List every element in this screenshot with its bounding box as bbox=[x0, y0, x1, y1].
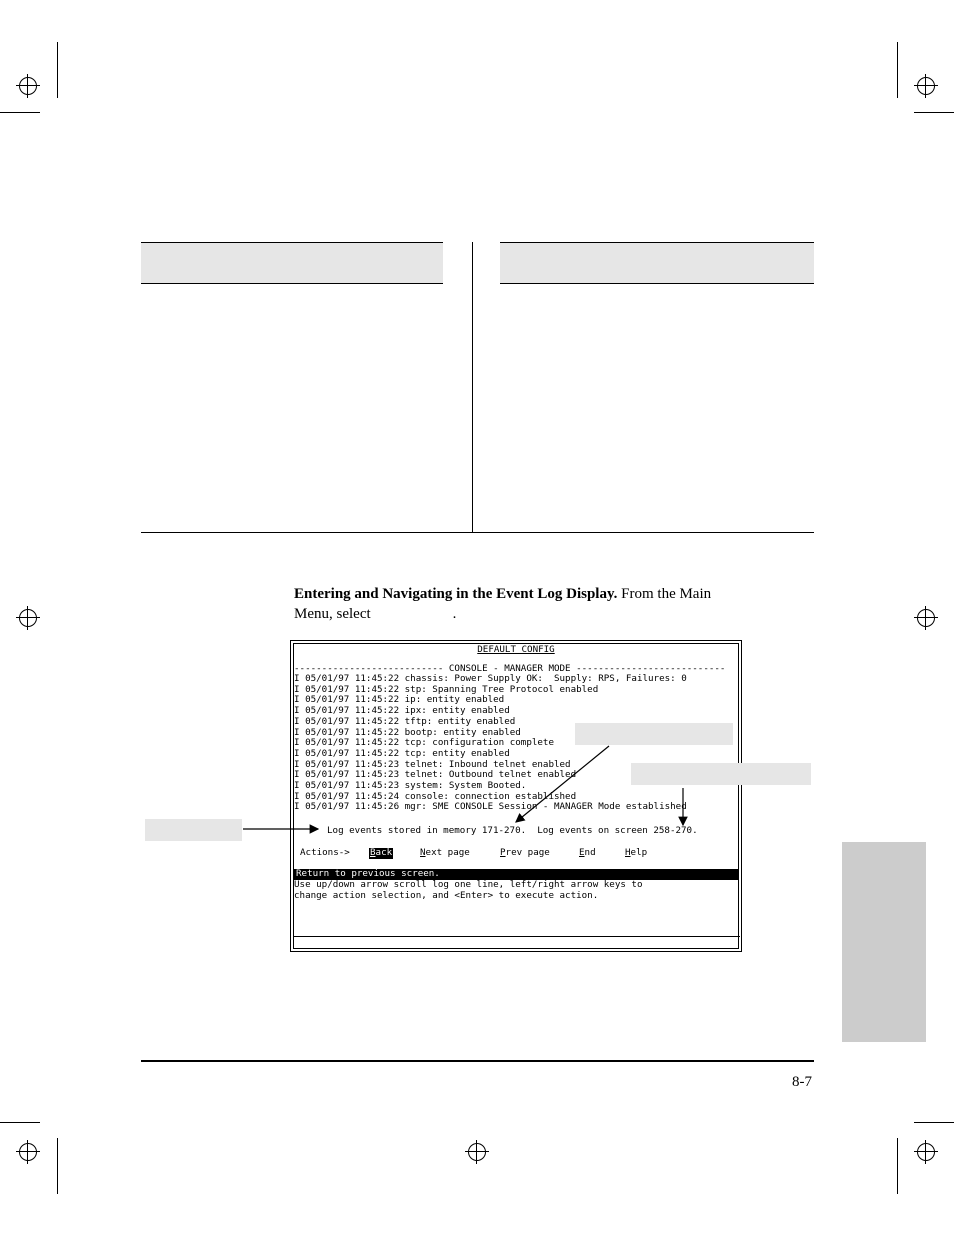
chapter-side-tab bbox=[842, 842, 926, 1042]
help-bar: Return to previous screen. bbox=[294, 869, 738, 880]
line2-prefix: Menu, select bbox=[294, 606, 371, 622]
action-label-rest: nd bbox=[584, 847, 596, 858]
log-entry: I 05/01/97 11:45:22 tcp: configuration complete bbox=[294, 737, 554, 749]
log-entry: I 05/01/97 11:45:24 console: connection established bbox=[294, 790, 577, 802]
heading-rest: From the Main bbox=[617, 586, 712, 602]
actions-label: Actions-> bbox=[300, 847, 350, 858]
action-hotkey: B bbox=[370, 847, 376, 858]
log-entry: I 05/01/97 11:45:22 bootp: entity enabled bbox=[294, 726, 521, 738]
heading-bold: Entering and Navigating in the Event Log Display. bbox=[294, 586, 618, 602]
action-hotkey: E bbox=[579, 847, 585, 858]
line2-suffix: . bbox=[452, 606, 457, 622]
log-entry: I 05/01/97 11:45:22 chassis: Power Supply OK: Supply: RPS, Failures: 0 bbox=[294, 673, 687, 684]
log-entry: I 05/01/97 11:45:22 tftp: entity enabled bbox=[294, 715, 516, 727]
log-entry: I 05/01/97 11:45:26 mgr: SME CONSOLE Session - MANAGER Mode established bbox=[294, 801, 687, 813]
action-label-rest: ext page bbox=[425, 847, 470, 858]
terminal-mode-line: --------------------------- CONSOLE - MANAGER MODE --------------------------- bbox=[294, 664, 726, 674]
log-entry: I 05/01/97 11:45:22 ip: entity enabled bbox=[294, 694, 505, 706]
action-label-rest: elp bbox=[630, 847, 648, 858]
terminal-title: DEFAULT_CONFIG bbox=[477, 644, 555, 655]
action-hotkey: H bbox=[625, 847, 631, 858]
page-number: 8-7 bbox=[792, 1074, 812, 1090]
action-label-rest: rev page bbox=[505, 847, 550, 858]
log-entry: I 05/01/97 11:45:23 telnet: Outbound telnet enabled bbox=[294, 769, 577, 781]
terminal-status-line: Log events stored in memory 171-270. Log events on screen 258-270. bbox=[327, 825, 698, 836]
log-entry: I 05/01/97 11:45:22 ipx: entity enabled bbox=[294, 705, 510, 717]
log-entry: I 05/01/97 11:45:23 telnet: Inbound telnet enabled bbox=[294, 758, 571, 770]
log-entry: I 05/01/97 11:45:22 tcp: entity enabled bbox=[294, 747, 510, 759]
action-label-rest: ack bbox=[375, 847, 393, 858]
action-hotkey: P bbox=[500, 847, 506, 858]
log-entry: I 05/01/97 11:45:23 system: System Booted. bbox=[294, 780, 527, 791]
help-line-1: Use up/down arrow scroll log one line, left/right arrow keys to bbox=[294, 879, 643, 890]
log-entry: I 05/01/97 11:45:22 stp: Spanning Tree Protocol enabled bbox=[294, 683, 599, 695]
help-line-2: change action selection, and <Enter> to execute action. bbox=[294, 890, 599, 901]
arrow-memory-range bbox=[516, 746, 609, 822]
footer-rule bbox=[141, 1060, 814, 1062]
action-hotkey: N bbox=[420, 847, 426, 858]
